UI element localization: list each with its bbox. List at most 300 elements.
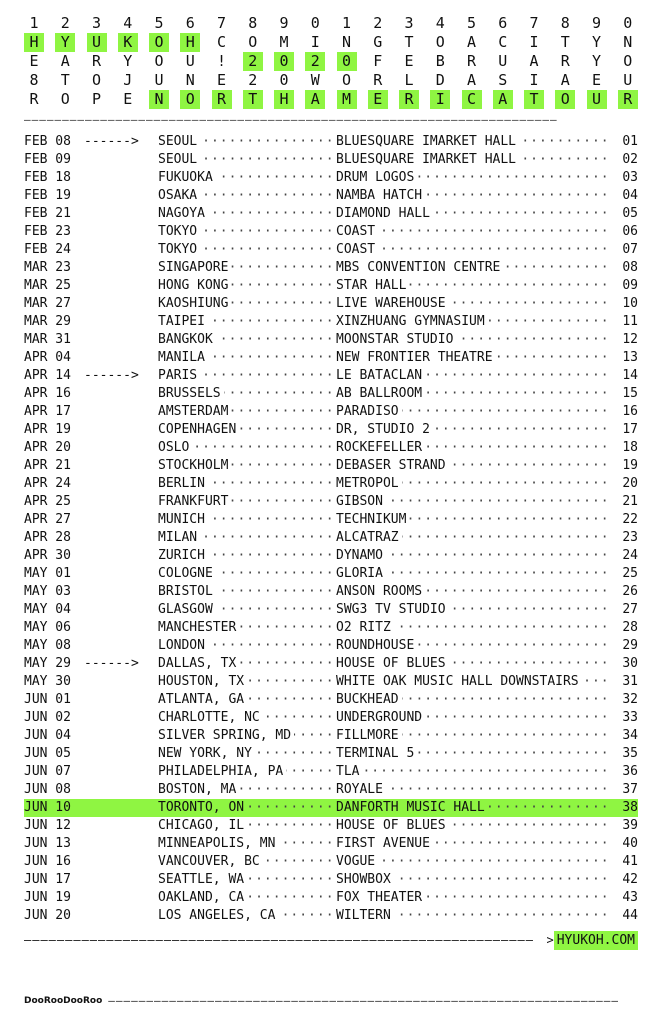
tour-date-row	[24, 439, 638, 457]
header-grid-cell: 4	[435, 14, 445, 32]
tour-number: 06	[610, 223, 638, 241]
tour-venue	[336, 673, 610, 691]
tour-venue-text: AB BALLROOM	[336, 386, 425, 401]
tour-date: FEB 21	[24, 206, 71, 221]
tour-city-text: PARIS	[158, 368, 200, 383]
tour-date: MAR 27	[24, 296, 71, 311]
tour-venue	[336, 745, 610, 763]
tour-date-row	[24, 511, 638, 529]
tour-date-row	[24, 529, 638, 547]
tour-number: 02	[610, 151, 638, 169]
tour-city-text: DALLAS, TX	[158, 656, 239, 671]
tour-date: JUN 10	[24, 800, 71, 815]
website-link[interactable]: HYUKOH.COM	[554, 931, 638, 950]
header-grid-cell: E	[123, 90, 133, 108]
tour-date-row	[24, 853, 638, 871]
header-grid-cell: E	[368, 90, 388, 109]
tour-arrow: ------>	[84, 134, 139, 149]
tour-number: 35	[610, 745, 638, 763]
tour-date-row	[24, 709, 638, 727]
tour-venue-text: DEBASER STRAND	[336, 458, 449, 473]
tour-city	[158, 871, 336, 889]
tour-date: APR 14	[24, 368, 71, 383]
tour-date-row	[24, 565, 638, 583]
header-grid-cell: N	[623, 33, 633, 51]
tour-venue	[336, 169, 610, 187]
tour-venue-text: TERMINAL 5	[336, 746, 417, 761]
tour-venue-text: PARADISO	[336, 404, 402, 419]
header-grid-cell: A	[493, 90, 513, 109]
tour-venue-text: BUCKHEAD	[336, 692, 402, 707]
tour-date: FEB 23	[24, 224, 71, 239]
tour-number: 27	[610, 601, 638, 619]
tour-date-row	[24, 691, 638, 709]
tour-poster	[24, 14, 638, 951]
tour-venue-text: SHOWBOX	[336, 872, 394, 887]
tour-city-text: GLASGOW	[158, 602, 216, 617]
tour-number: 14	[610, 367, 638, 385]
tour-date-row	[24, 295, 638, 313]
tour-city-text: SEATTLE, WA	[158, 872, 247, 887]
header-grid-cell: I	[529, 71, 539, 89]
tour-city-text: MUNICH	[158, 512, 208, 527]
tour-date: APR 25	[24, 494, 71, 509]
tour-venue-text: FILLMORE	[336, 728, 402, 743]
tour-city	[158, 763, 336, 781]
header-grid-cell: J	[123, 71, 133, 89]
tour-date: APR 30	[24, 548, 71, 563]
tour-date: FEB 09	[24, 152, 71, 167]
tour-number: 40	[610, 835, 638, 853]
tour-date: APR 17	[24, 404, 71, 419]
tour-number: 13	[610, 349, 638, 367]
tour-venue-text: COAST	[336, 242, 378, 257]
tour-venue-text: GLORIA	[336, 566, 386, 581]
tour-city	[158, 601, 336, 619]
tour-venue	[336, 241, 610, 259]
tour-city	[158, 439, 336, 457]
tour-city	[158, 367, 336, 385]
tour-city-text: VANCOUVER, BC	[158, 854, 263, 869]
tour-city-text: MANCHESTER	[158, 620, 239, 635]
tour-venue	[336, 889, 610, 907]
footer-arrow: >	[546, 933, 554, 947]
tour-date-row	[24, 835, 638, 853]
tour-number: 03	[610, 169, 638, 187]
tour-date: FEB 24	[24, 242, 71, 257]
tour-venue-text: STAR HALL	[336, 278, 409, 293]
header-grid-cell: 9	[591, 14, 602, 32]
header-grid-cell: !	[216, 52, 227, 70]
header-grid-cell: 0	[274, 52, 294, 71]
tour-venue	[336, 205, 610, 223]
tour-date: MAY 01	[24, 566, 71, 581]
tour-date: APR 24	[24, 476, 71, 491]
tour-venue	[336, 565, 610, 583]
tour-venue-text: MBS CONVENTION CENTRE	[336, 260, 503, 275]
header-grid-cell: 4	[123, 14, 133, 32]
tour-venue	[336, 655, 610, 673]
header-grid-cell: 0	[279, 71, 289, 89]
tour-number: 39	[610, 817, 638, 835]
tour-city-text: OSAKA	[158, 188, 200, 203]
header-grid-cell: 1	[341, 14, 352, 32]
tour-number: 37	[610, 781, 638, 799]
tour-date: MAR 31	[24, 332, 71, 347]
tour-venue	[336, 601, 610, 619]
tour-city-text: MANILA	[158, 350, 208, 365]
tour-date: FEB 19	[24, 188, 71, 203]
header-grid-cell: O	[623, 52, 633, 70]
tour-venue	[336, 277, 610, 295]
tour-date: APR 21	[24, 458, 71, 473]
header-grid-row	[24, 90, 638, 109]
tour-number: 22	[610, 511, 638, 529]
tour-venue-text: NEW FRONTIER THEATRE	[336, 350, 496, 365]
tour-number: 36	[610, 763, 638, 781]
header-grid-cell: E	[216, 71, 227, 89]
tour-number: 30	[610, 655, 638, 673]
header-grid-cell: R	[399, 90, 419, 109]
header-grid-cell: C	[216, 33, 227, 51]
tour-number: 01	[610, 133, 638, 151]
tour-number: 43	[610, 889, 638, 907]
tour-venue-text: ALCATRAZ	[336, 530, 402, 545]
tour-city	[158, 169, 336, 187]
header-grid-cell: R	[91, 52, 102, 70]
header-grid-cell: 1	[29, 14, 39, 32]
header-grid-cell: 2	[248, 71, 258, 89]
tour-venue-text: VOGUE	[336, 854, 378, 869]
header-grid-cell: O	[341, 71, 352, 89]
tour-date: APR 28	[24, 530, 71, 545]
tour-date-row	[24, 763, 638, 781]
tour-city	[158, 619, 336, 637]
tour-city	[158, 295, 336, 313]
header-grid-cell: E	[591, 71, 602, 89]
tour-date-row	[24, 907, 638, 925]
tour-venue	[336, 727, 610, 745]
header-grid-cell: A	[529, 52, 539, 70]
tour-number: 24	[610, 547, 638, 565]
tour-venue	[336, 385, 610, 403]
tour-city-text: BANGKOK	[158, 332, 216, 347]
top-divider: ––––––––––––––––––––––––––––––––––––––––––––––––––––––––––––––––––––––	[24, 113, 558, 126]
tour-number: 26	[610, 583, 638, 601]
header-grid-cell: 2	[305, 52, 325, 71]
tour-city-text: LOS ANGELES, CA	[158, 908, 278, 923]
tour-city	[158, 817, 336, 835]
header-grid-cell: A	[466, 33, 477, 51]
tour-date-row	[24, 151, 638, 169]
header-grid-cell: C	[498, 33, 508, 51]
tour-number: 19	[610, 457, 638, 475]
header-grid-cell: D	[435, 71, 445, 89]
header-grid-cell: H	[180, 33, 200, 52]
tour-city-text: SILVER SPRING, MD	[158, 728, 294, 743]
tour-venue-text: FOX THEATER	[336, 890, 425, 905]
tour-city-text: STOCKHOLM	[158, 458, 231, 473]
tour-city-text: PHILADELPHIA, PA	[158, 764, 286, 779]
header-grid-cell: T	[404, 33, 414, 51]
tour-date-row	[24, 817, 638, 835]
tour-city	[158, 313, 336, 331]
header-grid-cell: 8	[248, 14, 258, 32]
tour-city	[158, 223, 336, 241]
tour-date: APR 19	[24, 422, 71, 437]
tour-venue	[336, 691, 610, 709]
header-grid-cell: R	[29, 90, 39, 108]
tour-venue	[336, 475, 610, 493]
brand-footer	[24, 994, 638, 1007]
tour-venue-text: TLA	[336, 764, 362, 779]
tour-date-row	[24, 187, 638, 205]
tour-venue	[336, 583, 610, 601]
tour-number: 31	[610, 673, 638, 691]
tour-venue-text: XINZHUANG GYMNASIUM	[336, 314, 488, 329]
brand-logo: DooRooDooRoo	[24, 995, 103, 1006]
tour-arrow: ------>	[84, 368, 139, 383]
tour-date-row	[24, 727, 638, 745]
header-grid-row	[24, 33, 638, 52]
header-grid-cell: M	[279, 33, 289, 51]
header-grid-cell: A	[466, 71, 477, 89]
tour-venue	[336, 295, 610, 313]
tour-city	[158, 259, 336, 277]
header-grid-cell: T	[524, 90, 544, 109]
tour-venue-text: COAST	[336, 224, 378, 239]
header-grid-cell: O	[435, 33, 445, 51]
tour-city	[158, 205, 336, 223]
header-grid-cell: U	[623, 71, 633, 89]
tour-city	[158, 799, 336, 817]
tour-number: 05	[610, 205, 638, 223]
tour-date: APR 16	[24, 386, 71, 401]
tour-city-text: BRISTOL	[158, 584, 216, 599]
tour-date: FEB 18	[24, 170, 71, 185]
tour-venue	[336, 457, 610, 475]
tour-venue-text: DR, STUDIO 2	[336, 422, 433, 437]
tour-venue-text: O2 RITZ	[336, 620, 394, 635]
header-grid-cell: 6	[498, 14, 508, 32]
header-grid-cell: A	[305, 90, 325, 109]
footer-dash-line: ––––––––––––––––––––––––––––––––––––––––––––––––––––––––––––––	[24, 933, 534, 947]
tour-venue	[336, 511, 610, 529]
tour-city-text: SEOUL	[158, 152, 200, 167]
tour-venue	[336, 835, 610, 853]
tour-date: JUN 19	[24, 890, 71, 905]
header-grid-cell: M	[337, 90, 357, 109]
tour-venue	[336, 547, 610, 565]
header-grid-row	[24, 14, 638, 33]
tour-city	[158, 745, 336, 763]
tour-city	[158, 907, 336, 925]
tour-city-text: OSLO	[158, 440, 192, 455]
tour-city-text: FRANKFURT	[158, 494, 231, 509]
tour-venue-text: WILTERN	[336, 908, 394, 923]
tour-venue-text: DYNAMO	[336, 548, 386, 563]
tour-date-row	[24, 655, 638, 673]
header-grid-cell: U	[185, 52, 195, 70]
header-grid-cell: N	[185, 71, 195, 89]
tour-city-text: ZURICH	[158, 548, 208, 563]
tour-city	[158, 709, 336, 727]
tour-venue-text: ANSON ROOMS	[336, 584, 425, 599]
tour-number: 20	[610, 475, 638, 493]
tour-date-row	[24, 601, 638, 619]
header-grid-cell: 7	[529, 14, 539, 32]
tour-date-row	[24, 619, 638, 637]
tour-venue	[336, 313, 610, 331]
tour-venue	[336, 799, 610, 817]
tour-number: 34	[610, 727, 638, 745]
tour-date-row	[24, 673, 638, 691]
tour-number: 28	[610, 619, 638, 637]
tour-number: 25	[610, 565, 638, 583]
tour-venue	[336, 529, 610, 547]
tour-city	[158, 421, 336, 439]
tour-number: 33	[610, 709, 638, 727]
header-grid-cell: 5	[154, 14, 164, 32]
tour-date: JUN 05	[24, 746, 71, 761]
tour-city	[158, 889, 336, 907]
tour-city-text: BRUSSELS	[158, 386, 224, 401]
tour-venue	[336, 493, 610, 511]
header-grid-cell: W	[310, 71, 320, 89]
tour-date-row	[24, 259, 638, 277]
tour-venue-text: BLUESQUARE IMARKET HALL	[336, 152, 519, 167]
letter-grid-header	[24, 14, 638, 109]
tour-date-row	[24, 277, 638, 295]
header-grid-cell: F	[373, 52, 383, 70]
header-grid-cell: R	[212, 90, 232, 109]
tour-number: 04	[610, 187, 638, 205]
tour-date: JUN 04	[24, 728, 71, 743]
tour-venue-text: DANFORTH MUSIC HALL	[336, 800, 488, 815]
tour-date-list	[24, 133, 638, 925]
tour-city	[158, 547, 336, 565]
tour-date: JUN 12	[24, 818, 71, 833]
tour-venue-text: HOUSE OF BLUES	[336, 656, 449, 671]
tour-city	[158, 385, 336, 403]
tour-venue-text: WHITE OAK MUSIC HALL DOWNSTAIRS	[336, 674, 582, 689]
tour-city-text: TAIPEI	[158, 314, 208, 329]
header-grid-cell: R	[466, 52, 477, 70]
header-grid-cell: R	[618, 90, 638, 109]
tour-city-text: TOKYO	[158, 242, 200, 257]
header-grid-cell: O	[91, 71, 102, 89]
tour-city-text: HONG KONG	[158, 278, 231, 293]
tour-city-text: AMSTERDAM	[158, 404, 231, 419]
tour-venue-text: TECHNIKUM	[336, 512, 409, 527]
tour-city	[158, 277, 336, 295]
header-grid-cell: 2	[243, 52, 263, 71]
header-grid-row	[24, 71, 638, 90]
tour-city-text: OAKLAND, CA	[158, 890, 247, 905]
tour-date: FEB 08	[24, 134, 71, 149]
tour-date: JUN 13	[24, 836, 71, 851]
header-grid-cell: N	[341, 33, 352, 51]
header-grid-cell: U	[587, 90, 607, 109]
tour-city-text: TORONTO, ON	[158, 800, 247, 815]
tour-city-text: BOSTON, MA	[158, 782, 239, 797]
tour-venue	[336, 871, 610, 889]
tour-city	[158, 241, 336, 259]
header-grid-cell: 3	[91, 14, 102, 32]
tour-date-row	[24, 313, 638, 331]
tour-city-text: SEOUL	[158, 134, 200, 149]
tour-number: 17	[610, 421, 638, 439]
header-grid-cell: T	[243, 90, 263, 109]
tour-city	[158, 331, 336, 349]
tour-date-row	[24, 493, 638, 511]
tour-city-text: CHICAGO, IL	[158, 818, 247, 833]
tour-date-row	[24, 457, 638, 475]
tour-venue	[336, 781, 610, 799]
tour-city	[158, 565, 336, 583]
header-grid-cell: R	[560, 52, 570, 70]
header-grid-cell: O	[154, 52, 164, 70]
tour-number: 16	[610, 403, 638, 421]
tour-venue	[336, 907, 610, 925]
tour-venue	[336, 421, 610, 439]
header-grid-cell: H	[274, 90, 294, 109]
tour-date: APR 27	[24, 512, 71, 527]
tour-city	[158, 835, 336, 853]
tour-number: 41	[610, 853, 638, 871]
tour-city	[158, 691, 336, 709]
tour-venue-text: ROYALE	[336, 782, 386, 797]
header-grid-cell: G	[373, 33, 383, 51]
tour-date: JUN 01	[24, 692, 71, 707]
tour-venue-text: MOONSTAR STUDIO	[336, 332, 456, 347]
tour-venue-text: ROUNDHOUSE	[336, 638, 417, 653]
tour-venue	[336, 619, 610, 637]
tour-venue	[336, 817, 610, 835]
tour-city	[158, 457, 336, 475]
tour-date-row	[24, 385, 638, 403]
tour-date-row	[24, 133, 638, 151]
tour-date-row	[24, 421, 638, 439]
tour-city-text: NAGOYA	[158, 206, 208, 221]
header-grid-cell: C	[462, 90, 482, 109]
tour-date-row	[24, 169, 638, 187]
tour-city-text: MILAN	[158, 530, 200, 545]
tour-number: 07	[610, 241, 638, 259]
tour-date: JUN 02	[24, 710, 71, 725]
tour-city	[158, 133, 336, 151]
tour-city	[158, 475, 336, 493]
tour-date: MAY 06	[24, 620, 71, 635]
header-grid-cell: I	[310, 33, 320, 51]
header-grid-cell: E	[29, 52, 39, 70]
tour-venue-text: METROPOL	[336, 476, 402, 491]
tour-number: 18	[610, 439, 638, 457]
tour-date: MAR 23	[24, 260, 71, 275]
tour-date-row	[24, 475, 638, 493]
tour-venue	[336, 403, 610, 421]
tour-number: 38	[610, 799, 638, 817]
tour-city	[158, 493, 336, 511]
tour-date: JUN 07	[24, 764, 71, 779]
brand-dash-line: –––––––––––––––––––––––––––––––––––––––––––––––––––––––––––––––––––	[108, 994, 619, 1007]
tour-number: 42	[610, 871, 638, 889]
tour-number: 21	[610, 493, 638, 511]
tour-date: JUN 08	[24, 782, 71, 797]
tour-date: MAY 04	[24, 602, 71, 617]
tour-arrow: ------>	[84, 656, 139, 671]
tour-venue-text: NAMBA HATCH	[336, 188, 425, 203]
